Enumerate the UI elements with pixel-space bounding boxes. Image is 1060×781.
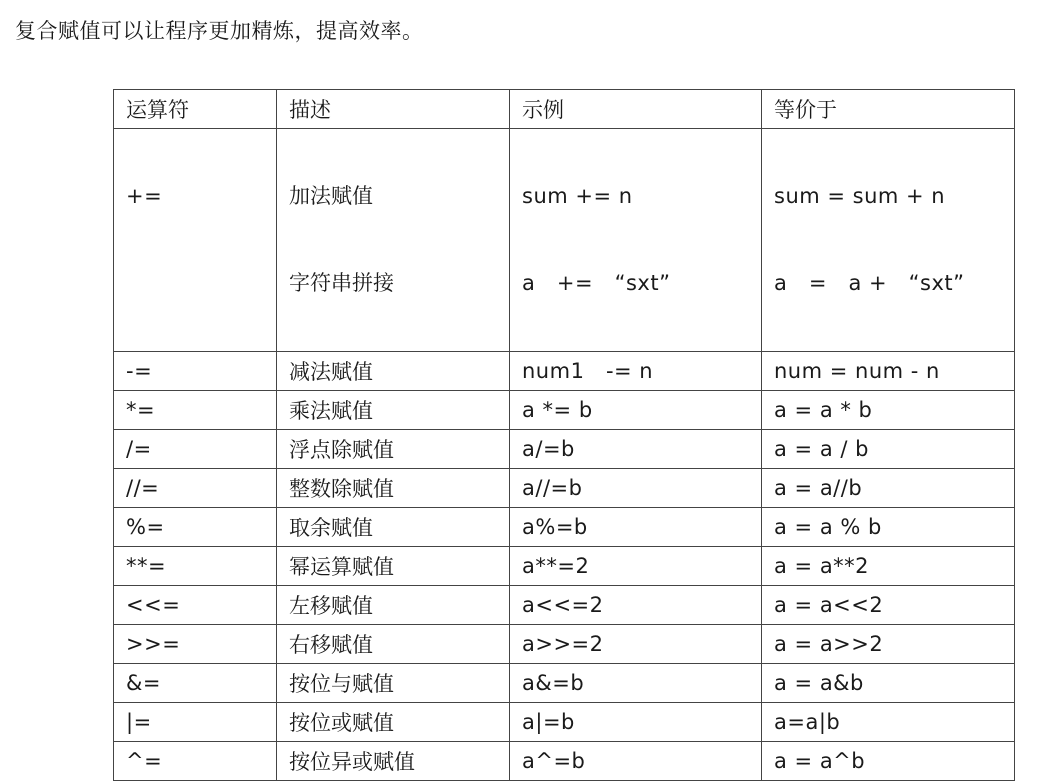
table-row — [114, 469, 1015, 508]
example-cell: a<<=2 — [510, 586, 762, 625]
table-row — [114, 742, 1015, 781]
operator-cell: |= — [114, 703, 277, 742]
operator-cell: /= — [114, 430, 277, 469]
table-body — [114, 129, 1015, 781]
table-row — [114, 391, 1015, 430]
intro-text: 复合赋值可以让程序更加精炼，提高效率。 — [15, 19, 424, 43]
operator-cell: //= — [114, 469, 277, 508]
header-operator: 运算符 — [114, 90, 277, 129]
equivalent-cell: a = a<<2 — [762, 586, 1015, 625]
example-cell: a/=b — [510, 430, 762, 469]
example-cell: a%=b — [510, 508, 762, 547]
operator-cell — [114, 129, 277, 352]
description-text: 字符串拼接 — [289, 271, 394, 295]
description-cell: 按位与赋值 — [277, 664, 510, 703]
equivalent-cell: a = a&b — [762, 664, 1015, 703]
operator-cell: ^= — [114, 742, 277, 781]
operator-cell: >>= — [114, 625, 277, 664]
operator-cell: <<= — [114, 586, 277, 625]
equivalent-cell: a = a^b — [762, 742, 1015, 781]
example-cell: a>>=2 — [510, 625, 762, 664]
example-text: a += “sxt” — [522, 271, 671, 295]
description-cell — [277, 129, 510, 352]
table-row — [114, 129, 1015, 352]
description-cell: 幂运算赋值 — [277, 547, 510, 586]
operator-cell: **= — [114, 547, 277, 586]
description-cell: 浮点除赋值 — [277, 430, 510, 469]
equivalent-cell: a=a|b — [762, 703, 1015, 742]
description-cell: 右移赋值 — [277, 625, 510, 664]
description-cell: 按位或赋值 — [277, 703, 510, 742]
equivalent-text: sum = sum + n — [774, 184, 946, 208]
equivalent-cell: a = a**2 — [762, 547, 1015, 586]
description-text: 加法赋值 — [289, 184, 373, 208]
compound-assignment-table — [113, 89, 1015, 781]
example-cell — [510, 129, 762, 352]
description-cell: 按位异或赋值 — [277, 742, 510, 781]
equivalent-cell: a = a>>2 — [762, 625, 1015, 664]
table-row — [114, 703, 1015, 742]
equivalent-text: a = a + “sxt” — [774, 271, 965, 295]
table-row — [114, 664, 1015, 703]
header-row — [114, 90, 1015, 129]
equivalent-cell: a = a / b — [762, 430, 1015, 469]
table-row — [114, 547, 1015, 586]
example-text: sum += n — [522, 184, 633, 208]
equivalent-cell: a = a % b — [762, 508, 1015, 547]
operator-cell: *= — [114, 391, 277, 430]
description-cell: 整数除赋值 — [277, 469, 510, 508]
table-row — [114, 430, 1015, 469]
header-example: 示例 — [510, 90, 762, 129]
description-cell: 减法赋值 — [277, 352, 510, 391]
operator-cell: %= — [114, 508, 277, 547]
description-cell: 乘法赋值 — [277, 391, 510, 430]
description-cell: 取余赋值 — [277, 508, 510, 547]
example-cell: a *= b — [510, 391, 762, 430]
table-row — [114, 586, 1015, 625]
example-cell: a^=b — [510, 742, 762, 781]
operator-cell: &= — [114, 664, 277, 703]
header-description: 描述 — [277, 90, 510, 129]
equivalent-cell: a = a//b — [762, 469, 1015, 508]
description-cell: 左移赋值 — [277, 586, 510, 625]
operator-text: += — [126, 184, 163, 208]
table-row — [114, 352, 1015, 391]
example-cell: a|=b — [510, 703, 762, 742]
table-header — [114, 90, 1015, 129]
operator-cell: -= — [114, 352, 277, 391]
equivalent-cell: num = num - n — [762, 352, 1015, 391]
header-equivalent: 等价于 — [762, 90, 1015, 129]
equivalent-cell — [762, 129, 1015, 352]
example-cell: a**=2 — [510, 547, 762, 586]
equivalent-cell: a = a * b — [762, 391, 1015, 430]
example-cell: a&=b — [510, 664, 762, 703]
example-cell: a//=b — [510, 469, 762, 508]
table-row — [114, 625, 1015, 664]
table-row — [114, 508, 1015, 547]
example-cell: num1 -= n — [510, 352, 762, 391]
